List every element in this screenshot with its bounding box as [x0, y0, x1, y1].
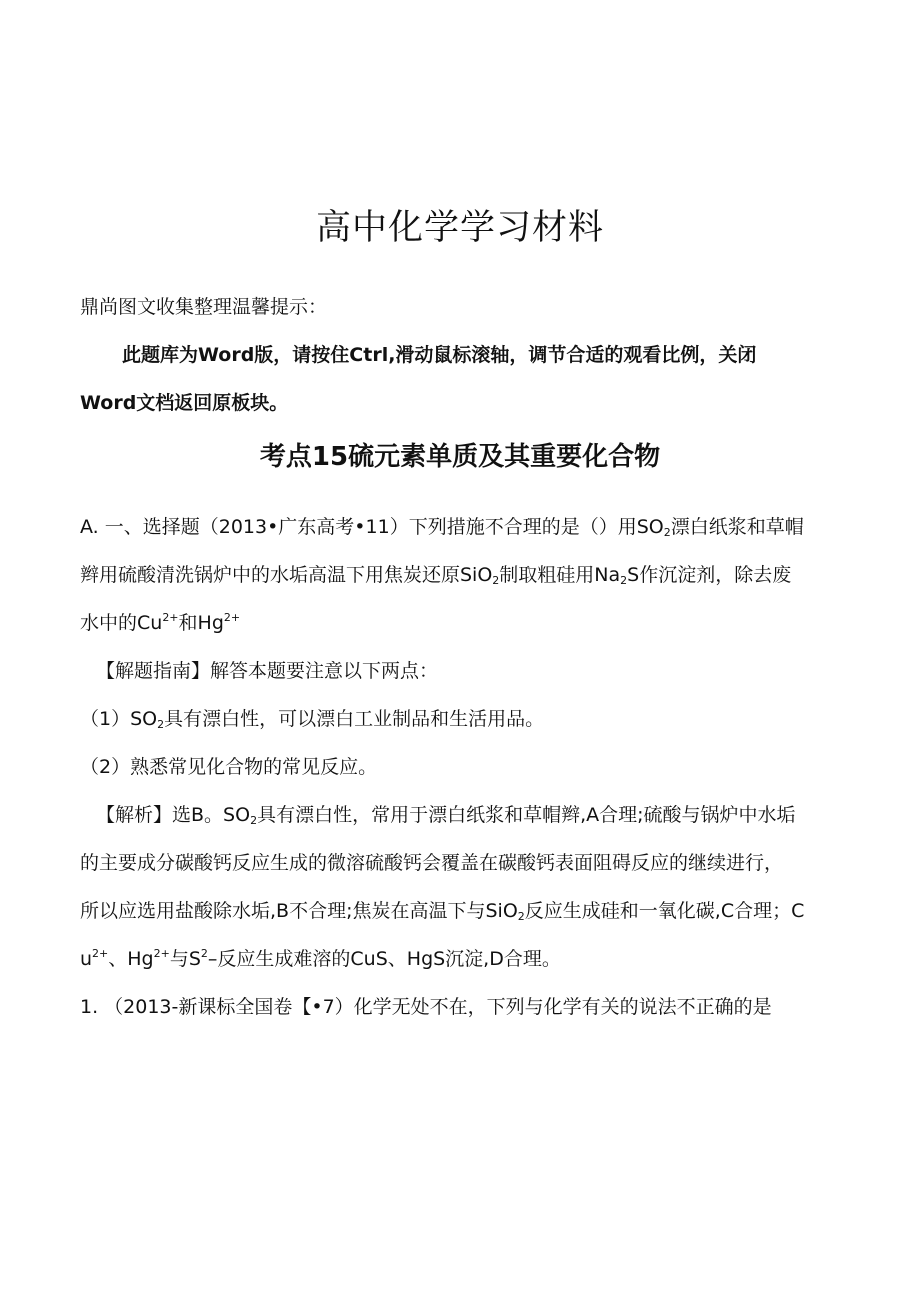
guide-point-1: $(1)SO_2$具有漂白性，可以漂白工业制品和生活用品。 — [80, 708, 545, 731]
analysis-line-3: 所以应选用盐酸除水垢,B不合理;焦炭在高温下与SiO$_2$反应生成硅和一氧化碳,C合理；C — [80, 900, 805, 923]
section-title: 考点15硫元素单质及其重要化合物 — [259, 442, 661, 472]
guide-point-2: （2）熟悉常见化合物的常见反应。 — [80, 756, 378, 778]
page-title: 高中化学学习材料 — [315, 208, 604, 248]
analysis-line-4: $u^{2+}$、$Hg^{2+}$与$S^2-$反应生成难溶的CuS、HgS沉淀,D合理。 — [80, 947, 561, 970]
analysis-line-1: 【解析】选B。$SO_2$具有漂白性，常用于漂白纸浆和草帽辫,A合理;硫酸与锅炉中水垢 — [96, 804, 796, 827]
guide-heading: 【解题指南】解答本题要注意以下两点： — [96, 660, 439, 682]
notice-line-2: Word文档返回原板块。 — [80, 392, 289, 414]
question-1-line-3: 水中的$Cu^{2+}$和$Hg^{2+}$ — [80, 611, 241, 634]
notice-line-1: 此题库为Word版，请按住Ctrl,滑动鼠标滚轴，调节合适的观看比例，关闭 — [122, 344, 757, 366]
question-2: 1. （2013-新课标全国卷【•7）化学无处不在，下列与化学有关的说法不正确的是 — [80, 996, 772, 1018]
question-1-line-2: 辫用硫酸清洗锅炉中的水垢高温下用焦炭还原SiO$_2$制取粗硅用$Na_2S$作沉淀剂，除去废 — [80, 564, 792, 587]
notice-heading: 鼎尚图文收集整理温馨提示： — [80, 296, 328, 318]
analysis-line-2: 的主要成分碳酸钙反应生成的微溶硫酸钙会覆盖在碳酸钙表面阻碍反应的继续进行， — [80, 852, 784, 874]
question-1-line-1: A. 一、选择题（2013•广东高考•11）下列措施不合理的是（）用$SO_2$漂白纸浆和草帽 — [80, 516, 804, 539]
